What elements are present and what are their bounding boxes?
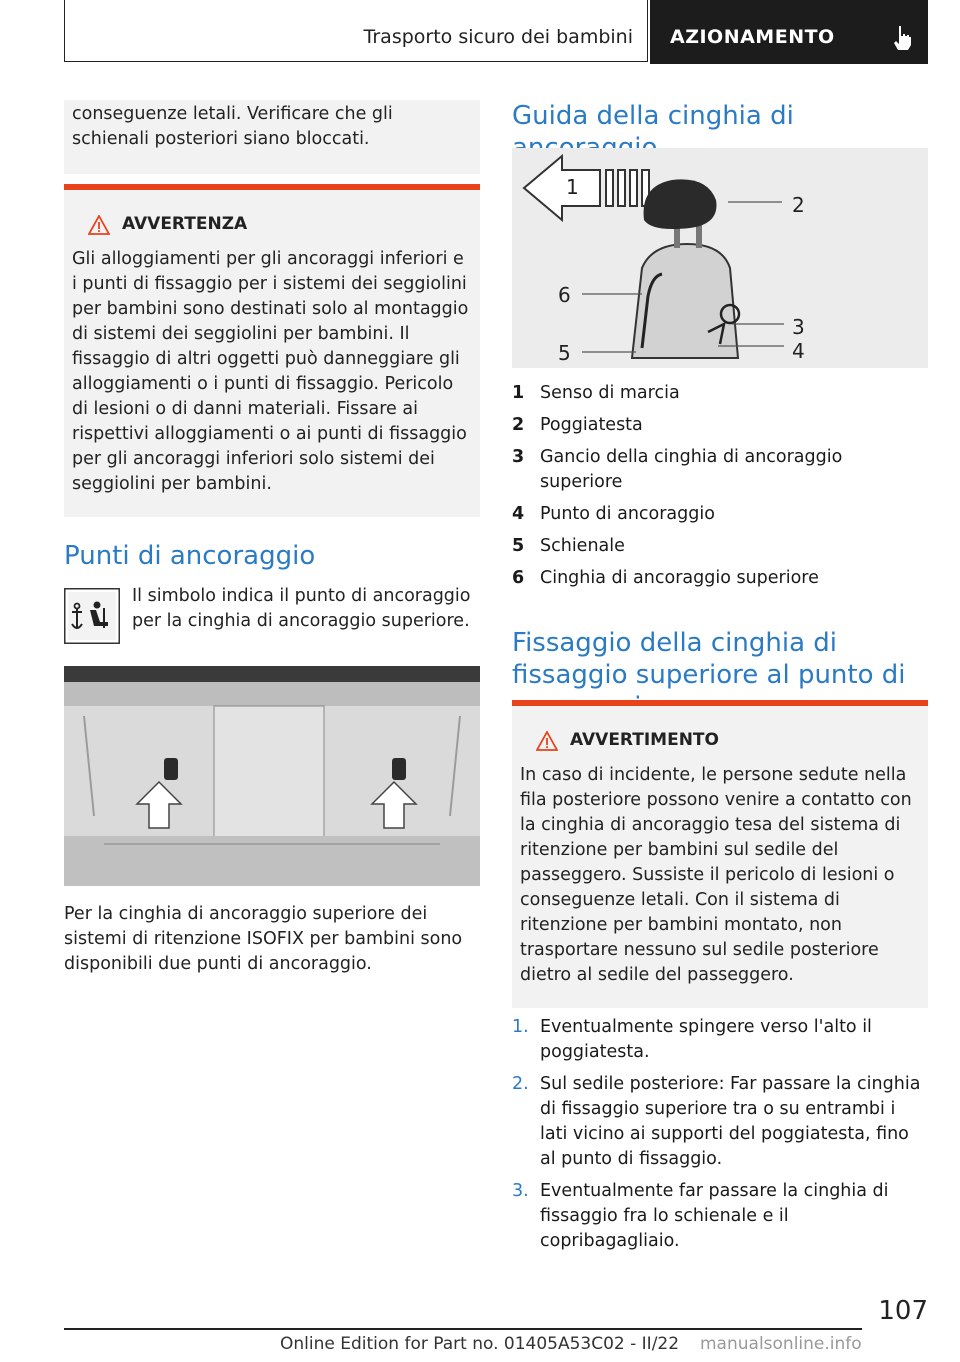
- legend-item: 6 Cinghia di ancoraggio superiore: [512, 568, 819, 588]
- chapter-name: AZIONAMENTO: [670, 26, 835, 48]
- section-name: Trasporto sicuro dei bambini: [363, 26, 633, 48]
- anchor-points-paragraph: Per la cinghia di ancoraggio superiore dei sistemi di ritenzione ISOFIX per bambini sono disponibili due punti di ancoraggio.: [64, 904, 463, 974]
- strap-routing-diagram: [512, 148, 928, 368]
- figure-label-5: 5: [558, 341, 571, 365]
- figure-label-1: 1: [566, 175, 579, 199]
- warning-box-2: [512, 700, 928, 1008]
- page-header: [64, 0, 928, 64]
- section-title-attach-strap: Fissaggio della cinghia di fissaggio superiore al punto di: [512, 628, 906, 690]
- figure-label-2: 2: [792, 193, 805, 217]
- section-tab: [64, 0, 648, 62]
- warning-heading: [88, 212, 470, 237]
- footer-edition: Online Edition for Part no. 01405A53C02 - II/22: [280, 1334, 680, 1354]
- legend-item: 2 Poggiatesta: [512, 415, 643, 435]
- pointing-hand-icon: [888, 24, 916, 52]
- footer-watermark: manualsonline.info: [700, 1334, 862, 1354]
- top-tether-anchor-symbol-icon: [64, 588, 120, 644]
- warning-box: [64, 184, 480, 517]
- step-item: 1. Eventualmente spingere verso l'alto il poggiatesta.: [512, 1017, 872, 1062]
- warning-title: AVVERTIMENTO: [570, 730, 719, 750]
- legend-item: 4 Punto di ancoraggio: [512, 504, 715, 524]
- warning-title: AVVERTENZA: [122, 214, 248, 234]
- legend-item: 5 Schienale: [512, 536, 625, 556]
- warning-triangle-icon: [88, 215, 110, 235]
- legend-item: 3 Gancio della cinghia di ancoraggio superiore: [512, 447, 843, 492]
- symbol-description: Il simbolo indica il punto di ancoraggio per la cinghia di ancoraggio superiore.: [132, 586, 471, 631]
- figure-legend: [512, 381, 928, 598]
- section-title-strap-routing: Guida della cinghia di: [512, 101, 794, 131]
- chapter-tab: [650, 0, 928, 64]
- warning-body: Gli alloggiamenti per gli ancoraggi inferiori e i punti di fissaggio per i sistemi dei seggiolini per bambini sono destinati solo al montaggio di sistemi dei seggiolini per bambini. Il fissaggio di altri oggetti può danneggiare gli alloggiamenti o i punti di fissaggio. Pericolo di lesioni o di danni materiali. Fissare ai rispettivi alloggiamenti o ai punti di fissaggio per gli ancoraggi inferiori solo sistemi dei seggiolini per bambini.: [72, 249, 469, 494]
- footer-rule: [64, 1328, 862, 1330]
- step-item: 3. Eventualmente far passare la cinghia di fissaggio fra lo schienale e il copribagagliaio.: [512, 1181, 889, 1251]
- continued-note: conseguenze letali. Verificare che gli schienali posteriori siano bloccati.: [72, 104, 393, 149]
- warning-body: In caso di incidente, le persone sedute nella fila posteriore possono venire a contatto con la cinghia di ancoraggio tesa del sistema di ritenzione per bambini sul sedile del passeggero. Sussiste il pericolo di lesioni o conseguenze letali. Con il sistema di ritenzione per bambini montato, non trasportare nessuno sul sedile posteriore dietro al sedile del passeggero.: [520, 765, 912, 985]
- figure-label-6: 6: [558, 283, 571, 307]
- figure-label-4: 4: [792, 339, 805, 363]
- warning-heading: [536, 728, 918, 753]
- continued-warning-box: [64, 100, 480, 174]
- warning-triangle-icon: [536, 731, 558, 751]
- section-title-anchor-points: Punti di ancoraggio: [64, 541, 316, 571]
- step-item: 2. Sul sedile posteriore: Far passare la cinghia di fissaggio superiore tra o su entrambi i lati vicino ai supporti del poggiatesta, fino al punto di fissaggio.: [512, 1074, 921, 1169]
- legend-item: 1 Senso di marcia: [512, 383, 680, 403]
- figure-label-3: 3: [792, 315, 805, 339]
- rear-seat-anchor-points-image: [64, 666, 480, 886]
- page-number: 107: [878, 1296, 928, 1326]
- step-list: [512, 1015, 928, 1261]
